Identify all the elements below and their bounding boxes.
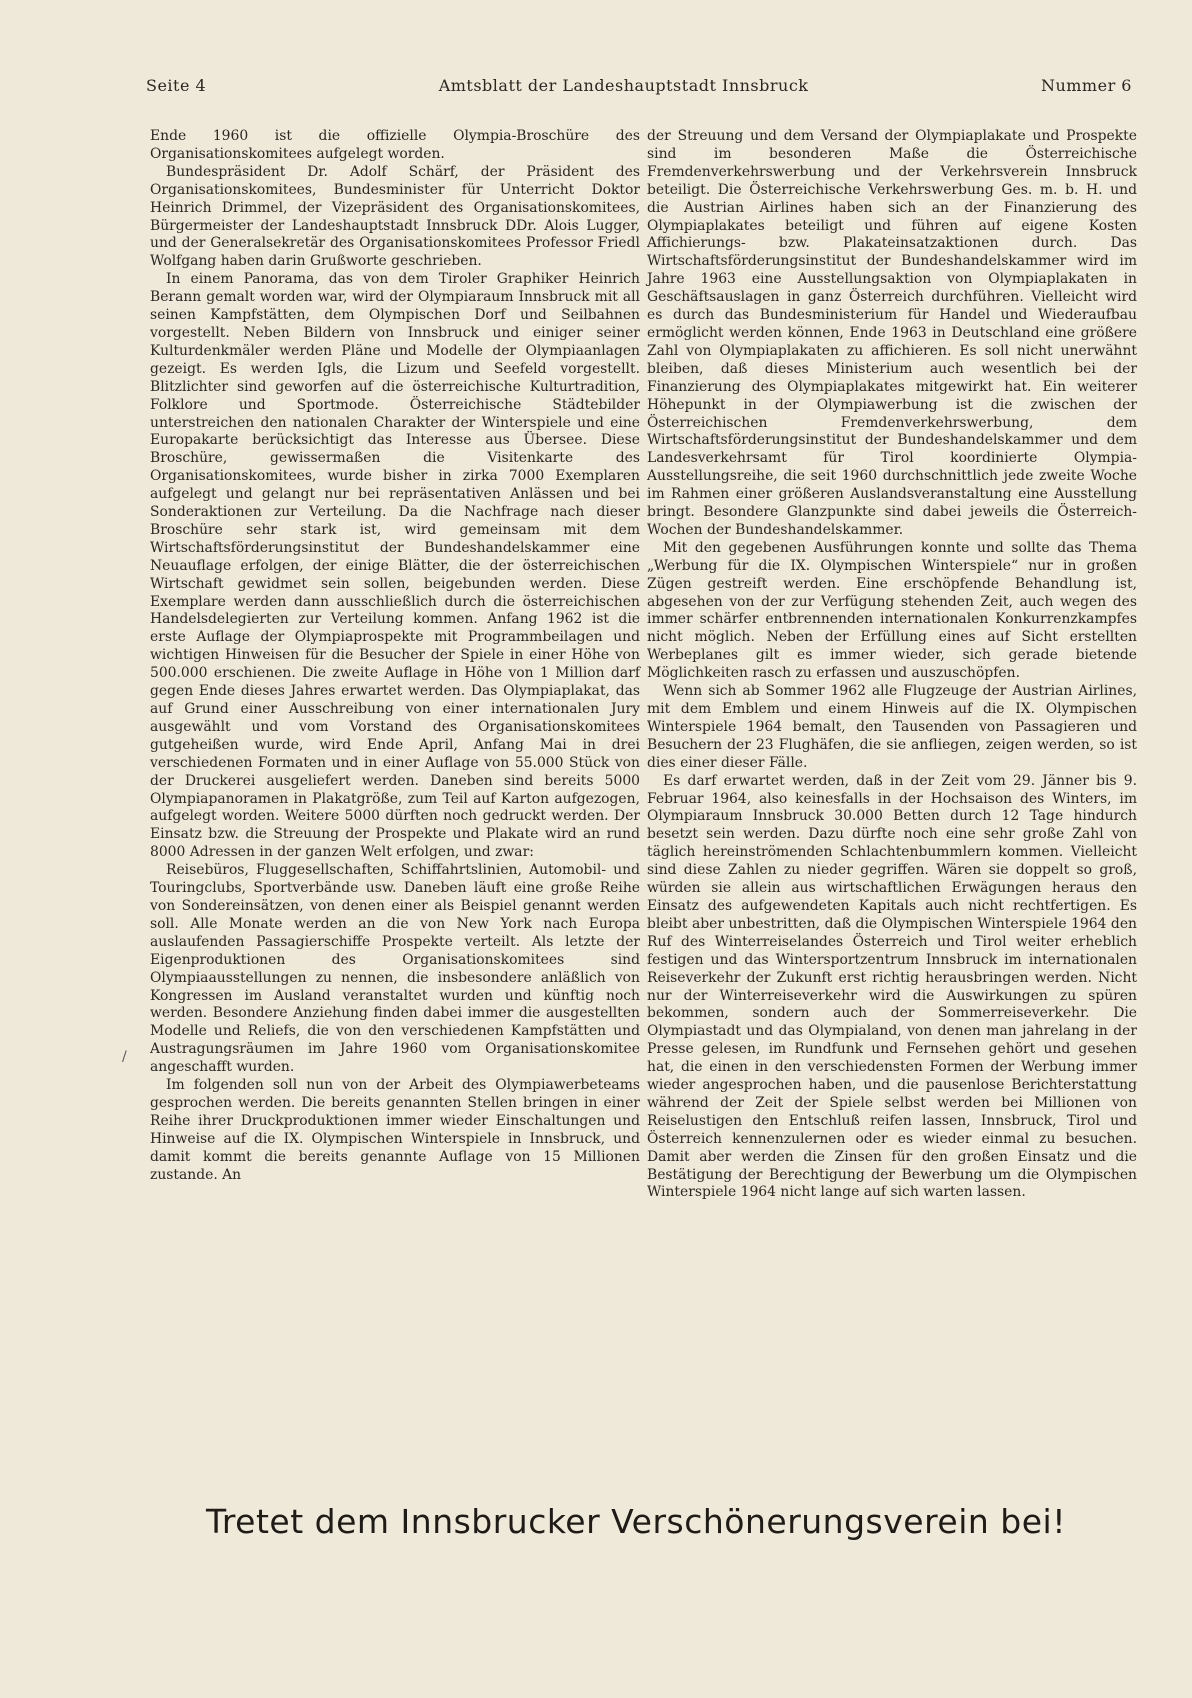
article-column-right xyxy=(647,128,1137,1202)
issue-number: Nummer 6 xyxy=(1040,76,1132,95)
paragraph: In einem Panorama, das von dem Tiroler Graphiker Heinrich Berann gemalt worden war, wird der Olympiaraum Innsbruck mit all seinen Kampfstätten, dem Olympischen Dorf und Seilbahnen vorgestellt. Neben Bildern von Innsbruck und einiger seiner Kulturdenkmäler werden Pläne und Modelle der Olympiaanlagen gezeigt. Es werden Igls, die Lizum und Seefeld vorgestellt. Blitzlichter sind geworfen auf die österreichische Kulturtradition, Folklore und Sportmode. Österreichische Städtebilder unterstreichen den nationalen Charakter der Winterspiele und eine Europakarte berücksichtigt das Interesse aus Übersee. Diese Broschüre, gewissermaßen die Visitenkarte des Organisationskomitees, wurde bisher in zirka 7000 Exemplaren aufgelegt und gelangt nur bei repräsentativen Anlässen und bei Sonderaktionen zur Verteilung. Da die Nachfrage nach dieser Broschüre sehr stark ist, wird gemeinsam mit dem Wirtschaftsförderungsinstitut der Bundeshandelskammer eine Neuauflage erfolgen, der einige Blätter, die der österreichischen Wirtschaft gewidmet sein sollen, beigebunden werden. Diese Exemplare werden dann ausschließlich durch die österreichischen Handelsdelegierten zur Verteilung kommen. Anfang 1962 ist die erste Auflage der Olympiaprospekte mit Programmbeilagen und wichtigen Hinweisen für die Besucher der Spiele in einer Höhe von 500.000 erschienen. Die zweite Auflage in Höhe von 1 Million darf gegen Ende dieses Jahres erwartet werden. Das Olympiaplakat, das auf Grund einer Ausschreibung von einer internationalen Jury ausgewählt und vom Vorstand des Organisationskomitees gutgeheißen wurde, wird Ende April, Anfang Mai in drei verschiedenen Formaten und in einer Auflage von 55.000 Stück von der Druckerei ausgeliefert werden. Daneben sind bereits 5000 Olympiapanoramen in Plakatgröße, zum Teil auf Karton aufgezogen, aufgelegt worden. Weitere 5000 dürften noch gedruckt werden. Der Einsatz bzw. die Streuung der Prospekte und Plakate wird an rund 8000 Adressen in der ganzen Welt erfolgen, und zwar: xyxy=(150,271,640,861)
paragraph: Im folgenden soll nun von der Arbeit des Olympiawerbeteams gesprochen werden. Die bereits genannten Stellen bringen in einer Reihe ihrer Druckproduktionen immer wieder Einschaltungen und Hinweise auf die IX. Olympischen Winterspiele in Innsbruck, und damit kommt die bereits genannte Auflage von 15 Millionen zustande. An xyxy=(150,1077,640,1183)
paragraph: Ende 1960 ist die offizielle Olympia-Broschüre des Organisationskomitees aufgelegt worden. xyxy=(150,128,640,162)
paragraph: der Streuung und dem Versand der Olympiaplakate und Prospekte sind im besonderen Maße die Österreichische Fremdenverkehrswerbung und der Verkehrsverein Innsbruck beteiligt. Die Österreichische Verkehrswerbung Ges. m. b. H. und die Austrian Airlines haben sich an der Finanzierung des Olympiaplakates beteiligt und führen auf eigene Kosten Affichierungs- bzw. Plakateinsatzaktionen durch. Das Wirtschaftsförderungsinstitut der Bundeshandelskammer wird im Jahre 1963 eine Ausstellungsaktion von Olympiaplakaten in Geschäftsauslagen in ganz Österreich durchführen. Vielleicht wird es durch das Bundesministerium für Handel und Wiederaufbau ermöglicht werden können, Ende 1963 in Deutschland eine größere Zahl von Olympiaplakaten zu affichieren. Es soll nicht unerwähnt bleiben, daß dieses Ministerium auch wesentlich bei der Finanzierung des Olympiaplakates mitgewirkt hat. Ein weiterer Höhepunkt in der Olympiawerbung ist die zwischen der Österreichischen Fremdenverkehrswerbung, dem Wirtschaftsförderungsinstitut der Bundeshandelskammer und dem Landesverkehrsamt für Tirol koordinierte Olympia-Ausstellungsreihe, die seit 1960 durchschnittlich jede zweite Woche im Rahmen einer größeren Auslandsveranstaltung eine Ausstellung bringt. Besondere Glanzpunkte sind dabei jeweils die Österreich-Wochen der Bundeshandelskammer. xyxy=(647,128,1137,538)
paragraph: Mit den gegebenen Ausführungen konnte und sollte das Thema „Werbung für die IX. Olympischen Winterspiele“ nur in großen Zügen gestreift werden. Eine erschöpfende Behandlung ist, abgesehen von der zur Verfügung stehenden Zeit, auch wegen des immer schärfer entbrennenden internationalen Konkurrenzkampfes nicht möglich. Neben der Erfüllung eines auf Sicht erstellten Werbeplanes gilt es immer wieder, sich gerade bietende Möglichkeiten rasch zu erfassen und auszuschöpfen. xyxy=(647,539,1137,682)
publication-title: Amtsblatt der Landeshauptstadt Innsbruck xyxy=(438,76,809,95)
paragraph: Es darf erwartet werden, daß in der Zeit vom 29. Jänner bis 9. Februar 1964, also keinesfalls in der Hochsaison des Winters, im Olympiaraum Innsbruck 30.000 Betten durch 12 Tage hindurch besetzt sein werden. Dazu dürfte noch eine sehr große Zahl von täglich hereinströmenden Schlachtenbummlern kommen. Vielleicht sind diese Zahlen zu nieder gegriffen. Wären sie doppelt so groß, würden sie allein aus wirtschaftlichen Erwägungen heraus den Einsatz des aufgewendeten Kapitals auch nicht rechtfertigen. Es bleibt aber unbestritten, daß die Olympischen Winterspiele 1964 den Ruf des Winterreiselandes Österreich und Tirol weiter erheblich festigen und das Wintersportzentrum Innsbruck im internationalen Reiseverkehr der Zukunft erst richtig herausbringen werden. Nicht nur der Winterreiseverkehr wird die Auswirkungen zu spüren bekommen, sondern auch der Sommerreiseverkehr. Die Olympiastadt und das Olympialand, von denen man jahrelang in der Presse gelesen, im Rundfunk und Fernsehen gehört und gesehen hat, die einen in den verschiedensten Formen der Werbung immer wieder angesprochen haben, und die pausenlose Berichterstattung während der Zeit der Spiele selbst werden bei Millionen von Reiselustigen den Entschluß reifen lassen, Innsbruck, Tirol und Österreich kennenzulernen oder es wieder einmal zu besuchen. Damit aber werden die Zinsen für den großen Einsatz und die Bestätigung der Berechtigung der Bewerbung um die Olympischen Winterspiele 1964 nicht lange auf sich warten lassen. xyxy=(647,772,1137,1201)
page-header xyxy=(146,76,1132,100)
margin-mark: / xyxy=(122,1049,127,1065)
page-number: Seite 4 xyxy=(146,76,207,95)
paragraph: Wenn sich ab Sommer 1962 alle Flugzeuge der Austrian Airlines, mit dem Emblem und einem Hinweis auf die IX. Olympischen Winterspiele 1964 bemalt, den Tausenden von Passagieren und Besuchern der 23 Flughäfen, die sie anfliegen, zeigen werden, so ist dies einer dieser Fälle. xyxy=(647,683,1137,771)
footer-banner: Tretet dem Innsbrucker Verschönerungsverein bei! xyxy=(206,1502,1066,1541)
article-column-left xyxy=(150,128,640,1184)
paragraph: Reisebüros, Fluggesellschaften, Schiffahrtslinien, Automobil- und Touringclubs, Sportverbände usw. Daneben läuft eine große Reihe von Sondereinsätzen, von denen einer als Beispiel genannt werden soll. Alle Monate werden an die von New York nach Europa auslaufenden Passagierschiffe Prospekte verteilt. Als letzte der Eigenproduktionen des Organisationskomitees sind Olympiaausstellungen zu nennen, die insbesondere anläßlich von Kongressen im Ausland veranstaltet wurden und künftig noch werden. Besondere Anziehung finden dabei immer die ausgestellten Modelle und Reliefs, die von den verschiedenen Kampfstätten und Austragungsräumen im Jahre 1960 vom Organisationskomitee angeschafft wurden. xyxy=(150,862,640,1076)
paragraph: Bundespräsident Dr. Adolf Schärf, der Präsident des Organisationskomitees, Bundesminister für Unterricht Doktor Heinrich Drimmel, der Vizepräsident des Organisationskomitees, Bürgermeister der Landeshauptstadt Innsbruck DDr. Alois Lugger, und der Generalsekretär des Organisationskomitees Professor Friedl Wolfgang haben darin Grußworte geschrieben. xyxy=(150,163,640,270)
